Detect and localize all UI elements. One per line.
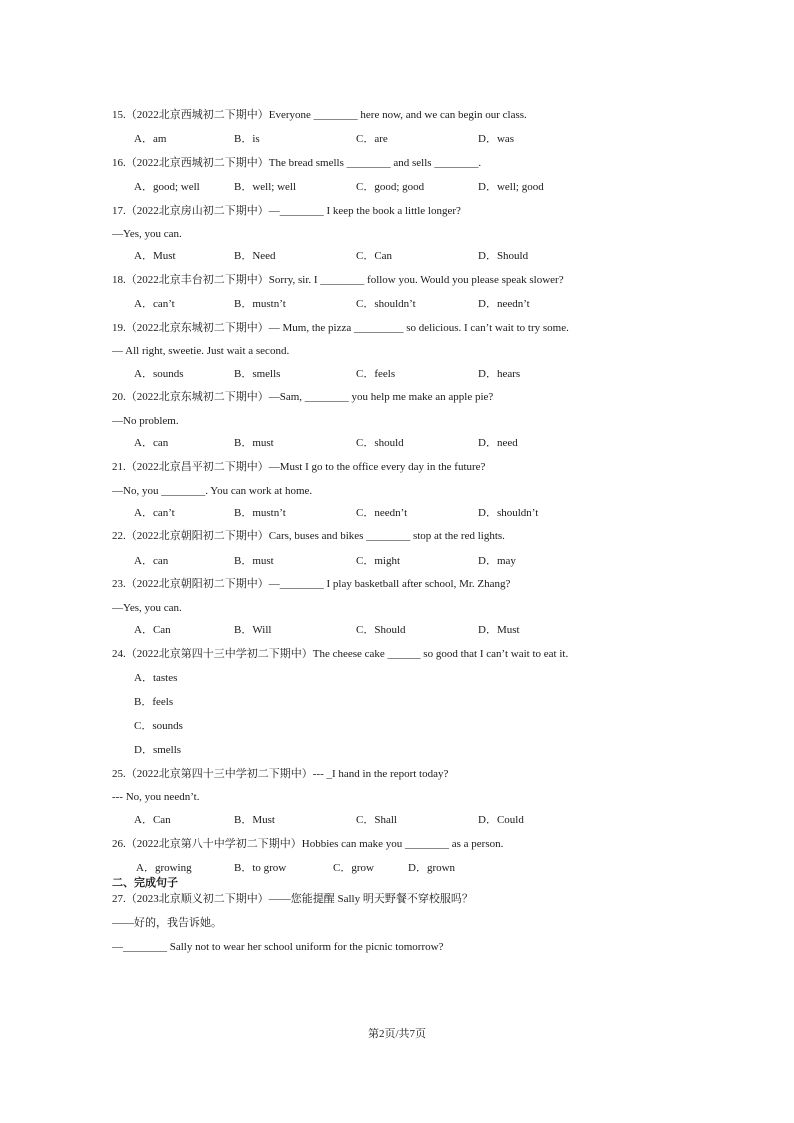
q19-option-c: C．feels	[356, 368, 396, 380]
q23-option-c: C．Should	[356, 624, 406, 636]
question-22: 22.（2022北京朝阳初二下期中）Cars, buses and bikes ________ stop at the red lights.	[112, 530, 505, 542]
q21-option-c: C．needn’t	[356, 507, 408, 519]
q24-option-b: B．feels	[134, 696, 174, 708]
question-18: 18.（2022北京丰台初二下期中）Sorry, sir. I ________ follow you. Would you please speak slower?	[112, 274, 564, 286]
q21-option-d: D．shouldn’t	[478, 507, 539, 519]
q25-option-d: D．Could	[478, 814, 524, 826]
question-27: 27.（2023北京顺义初二下期中）——您能提醒 Sally 明天野餐不穿校服吗？	[112, 893, 473, 905]
q27-reply: ——好的，我告诉她。	[112, 917, 222, 929]
q17-reply: —Yes, you can.	[112, 228, 182, 240]
q21-option-a: A．can’t	[134, 507, 175, 519]
q19-option-d: D．hears	[478, 368, 521, 380]
q25-option-b: B．Must	[234, 814, 275, 826]
q22-option-c: C．might	[356, 555, 401, 567]
q19-option-a: A．sounds	[134, 368, 184, 380]
q16-option-d: D．well; good	[478, 181, 544, 193]
q25-reply: --- No, you needn’t.	[112, 791, 200, 803]
q27-answer-line: —________ Sally not to wear her school uniform for the picnic tomorrow?	[112, 941, 444, 953]
question-23: 23.（2022北京朝阳初二下期中）—________ I play basketball after school, Mr. Zhang?	[112, 578, 511, 590]
q26-option-b: B．to grow	[234, 862, 287, 874]
q18-option-b: B．mustn’t	[234, 298, 286, 310]
q18-option-c: C．shouldn’t	[356, 298, 416, 310]
q17-option-d: D．Should	[478, 250, 529, 262]
q20-reply: —No problem.	[112, 415, 179, 427]
q24-option-d: D．smells	[134, 744, 182, 756]
q22-option-a: A．can	[134, 555, 169, 567]
q21-option-b: B．mustn’t	[234, 507, 286, 519]
q20-option-d: D．need	[478, 437, 518, 449]
q16-option-a: A．good; well	[134, 181, 200, 193]
q22-option-d: D．may	[478, 555, 516, 567]
q18-option-d: D．needn’t	[478, 298, 530, 310]
question-20: 20.（2022北京东城初二下期中）—Sam, ________ you help me make an apple pie?	[112, 391, 494, 403]
q26-option-a: A．growing	[136, 862, 192, 874]
q24-option-a: A．tastes	[134, 672, 178, 684]
q20-option-a: A．can	[134, 437, 169, 449]
question-17: 17.（2022北京房山初二下期中）—________ I keep the book a little longer?	[112, 205, 461, 217]
question-24: 24.（2022北京第四十三中学初二下期中）The cheese cake ______ so good that I can’t wait to eat it.	[112, 648, 569, 660]
q24-option-c: C．sounds	[134, 720, 183, 732]
question-26: 26.（2022北京第八十中学初二下期中）Hobbies can make you ________ as a person.	[112, 838, 504, 850]
question-19: 19.（2022北京东城初二下期中）— Mum, the pizza _________ so delicious. I can’t wait to try some.	[112, 322, 569, 334]
q15-option-c: C．are	[356, 133, 388, 145]
section-title: 二、完成句子	[112, 876, 178, 889]
q16-option-b: B．well; well	[234, 181, 297, 193]
q23-option-b: B．Will	[234, 624, 272, 636]
q17-option-b: B．Need	[234, 250, 276, 262]
q25-option-a: A．Can	[134, 814, 171, 826]
q26-option-d: D．grown	[408, 862, 456, 874]
q22-option-b: B．must	[234, 555, 274, 567]
q15-option-a: A．am	[134, 133, 167, 145]
q25-option-c: C．Shall	[356, 814, 397, 826]
question-15: 15.（2022北京西城初二下期中）Everyone ________ here now, and we can begin our class.	[112, 109, 527, 121]
q17-option-c: C．Can	[356, 250, 393, 262]
q15-option-b: B．is	[234, 133, 260, 145]
q21-reply: —No, you ________. You can work at home.	[112, 485, 313, 497]
question-25: 25.（2022北京第四十三中学初二下期中）--- _I hand in the report today?	[112, 768, 449, 780]
q16-option-c: C．good; good	[356, 181, 425, 193]
q17-option-a: A．Must	[134, 250, 176, 262]
page-number: 第2页/共7页	[367, 1028, 427, 1040]
q18-option-a: A．can’t	[134, 298, 175, 310]
q15-option-d: D．was	[478, 133, 515, 145]
q23-reply: —Yes, you can.	[112, 602, 182, 614]
q20-option-c: C．should	[356, 437, 404, 449]
q23-option-d: D．Must	[478, 624, 520, 636]
question-16: 16.（2022北京西城初二下期中）The bread smells ________ and sells ________.	[112, 157, 482, 169]
q20-option-b: B．must	[234, 437, 274, 449]
q26-option-c: C．grow	[333, 862, 374, 874]
q19-reply: — All right, sweetie. Just wait a second.	[112, 345, 290, 357]
q23-option-a: A．Can	[134, 624, 171, 636]
question-21: 21.（2022北京昌平初二下期中）—Must I go to the office every day in the future?	[112, 461, 486, 473]
q19-option-b: B．smells	[234, 368, 281, 380]
